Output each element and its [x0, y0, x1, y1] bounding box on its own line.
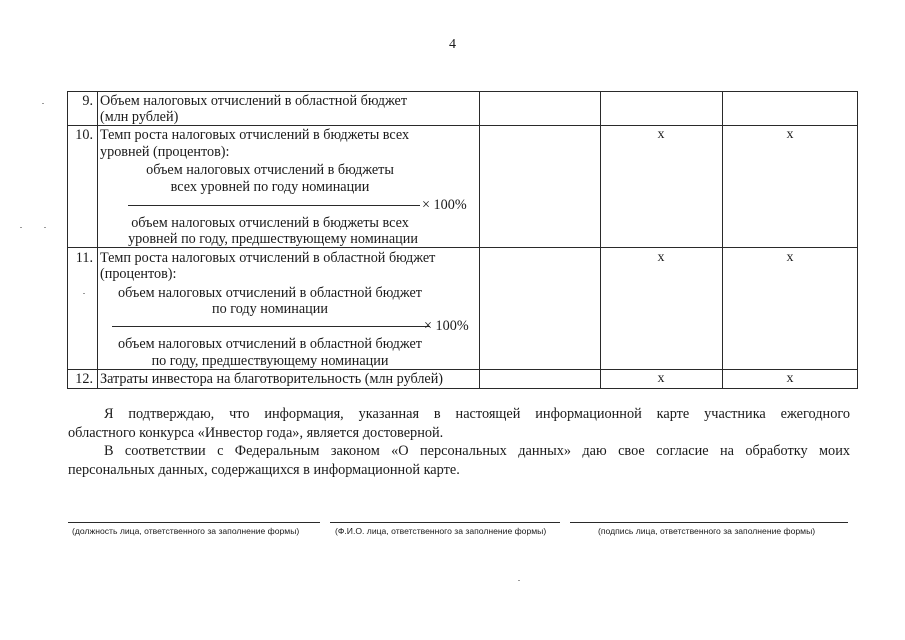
row-divider	[67, 369, 858, 370]
signature-line-position	[68, 522, 320, 523]
page-number: 4	[449, 37, 456, 52]
table-border-top	[67, 91, 858, 92]
cell-mark: х	[786, 250, 794, 265]
formula-numerator: объем налоговых отчислений в областной бюджет	[118, 285, 422, 301]
cell-mark: х	[657, 371, 665, 386]
row-number: 11.	[75, 250, 93, 266]
formula-numerator: объем налоговых отчислений в бюджеты	[146, 162, 394, 178]
formula-denominator: уровней по году, предшествующему номинации	[128, 231, 418, 247]
consent-paragraph	[68, 442, 850, 480]
signature-caption-signature: (подпись лица, ответственного за заполнение формы)	[598, 526, 816, 536]
col-divider	[479, 91, 480, 389]
formula-numerator: по году номинации	[212, 301, 328, 317]
paragraph-line: В соответствии с Федеральным законом «О персональных данных» даю свое согласие на обработку моих	[104, 443, 850, 459]
scan-speck	[44, 227, 46, 228]
row-number: 9.	[82, 93, 93, 109]
row-number: 12.	[75, 371, 93, 387]
row-label-line: Темп роста налоговых отчислений в областной бюджет	[100, 250, 436, 266]
formula-denominator: по году, предшествующему номинации	[151, 353, 389, 369]
row-label-line: Затраты инвестора на благотворительность (млн рублей)	[100, 371, 444, 387]
col-divider	[722, 91, 723, 389]
table-border-right	[857, 91, 858, 389]
paragraph-line: областного конкурса «Инвестор года», является достоверной.	[68, 425, 444, 441]
formula-denominator: объем налоговых отчислений в областной бюджет	[118, 336, 422, 352]
cell-mark: х	[786, 127, 794, 142]
row-label-line: Темп роста налоговых отчислений в бюджеты всех	[100, 127, 410, 143]
signature-line-signature	[570, 522, 848, 523]
cell-mark: х	[786, 371, 794, 386]
col-divider	[97, 91, 98, 389]
row-divider	[67, 125, 858, 126]
row-label-line: (процентов):	[100, 266, 177, 282]
scan-speck	[20, 227, 22, 228]
row-divider	[67, 247, 858, 248]
formula-numerator: всех уровней по году номинации	[170, 179, 370, 195]
table-border-bottom	[67, 388, 858, 389]
cell-mark: х	[657, 250, 665, 265]
scan-speck	[518, 580, 520, 581]
fraction-bar	[112, 326, 430, 327]
row-label-line: (млн рублей)	[100, 109, 179, 125]
col-divider	[600, 91, 601, 389]
signature-caption-position: (должность лица, ответственного за заполнение формы)	[72, 526, 300, 536]
paragraph-line: Я подтверждаю, что информация, указанная в настоящей информационной карте участника ежегодного	[104, 406, 850, 422]
formula-multiplier: × 100%	[422, 197, 467, 213]
cell-mark: х	[657, 127, 665, 142]
row-label-line: Объем налоговых отчислений в областной бюджет	[100, 93, 408, 109]
formula-denominator: объем налоговых отчислений в бюджеты всех	[131, 215, 409, 231]
scan-speck	[42, 103, 44, 104]
paragraph-line: персональных данных, содержащихся в информационной карте.	[68, 462, 460, 478]
signature-line-name	[330, 522, 560, 523]
scan-speck	[83, 293, 85, 294]
formula-multiplier: × 100%	[424, 318, 469, 334]
row-number: 10.	[75, 127, 93, 143]
signature-caption-name: (Ф.И.О. лица, ответственного за заполнение формы)	[335, 526, 547, 536]
confirmation-paragraph	[68, 405, 850, 443]
fraction-bar	[128, 205, 420, 206]
row-label-line: уровней (процентов):	[100, 144, 230, 160]
